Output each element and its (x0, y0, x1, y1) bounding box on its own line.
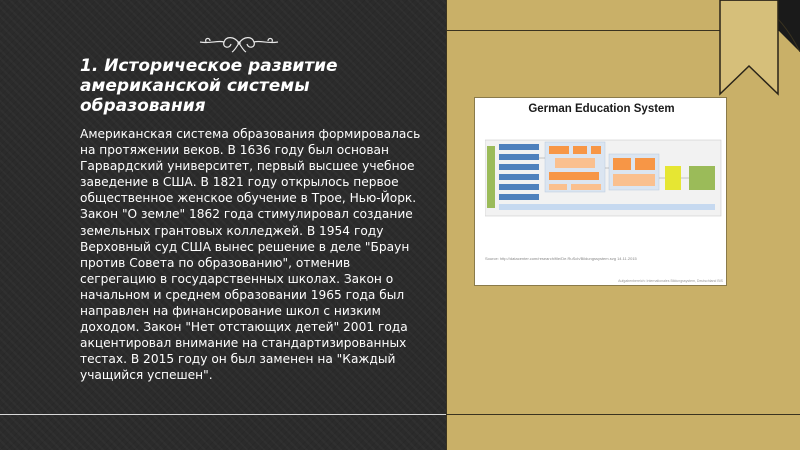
flourish-divider-icon (196, 32, 282, 54)
image-source-caption: Source: http://datacenter.com/research/file/De.RuSch/Bildungssystem.svg 14.11.2015 (485, 256, 637, 261)
education-diagram (485, 138, 723, 218)
image-footer-caption: Aufgabenbereich: Internationales Bildungssystem, Deutschland BIS (618, 279, 723, 283)
bottom-rule-left (0, 414, 446, 415)
bookmark-ribbon-icon (718, 0, 780, 96)
bottom-rule-right (446, 414, 800, 415)
slide-body-text: Американская система образования формировалась на протяжении веков. В 1636 году был основан Гарвардский университет, первый высшее учебное заведение в США. В 1821 году открылось первое общественное женское обучение в Трое, Нью-Йорк. Закон "О земле" 1862 года стимулировал создание земельных грантовых колледжей. В 1954 году Верховный суд США вынес решение в деле "Браун против Совета по образованию", отменив сегрегацию в государственных школах. Закон о начальном и среднем образовании 1965 года был направлен на финансирование школ с низким доходом. Закон "Нет отстающих детей" 2001 года акцентировал внимание на стандартизированных тестах. В 2015 году он был заменен на "Каждый учащийся успешен". (80, 127, 421, 383)
image-title: German Education System (528, 103, 675, 115)
diagram-level-bar (487, 146, 495, 208)
german-education-image (474, 97, 727, 286)
divider-line (446, 0, 447, 450)
slide-title: 1. Историческое развитие американской системы образования (80, 56, 338, 116)
